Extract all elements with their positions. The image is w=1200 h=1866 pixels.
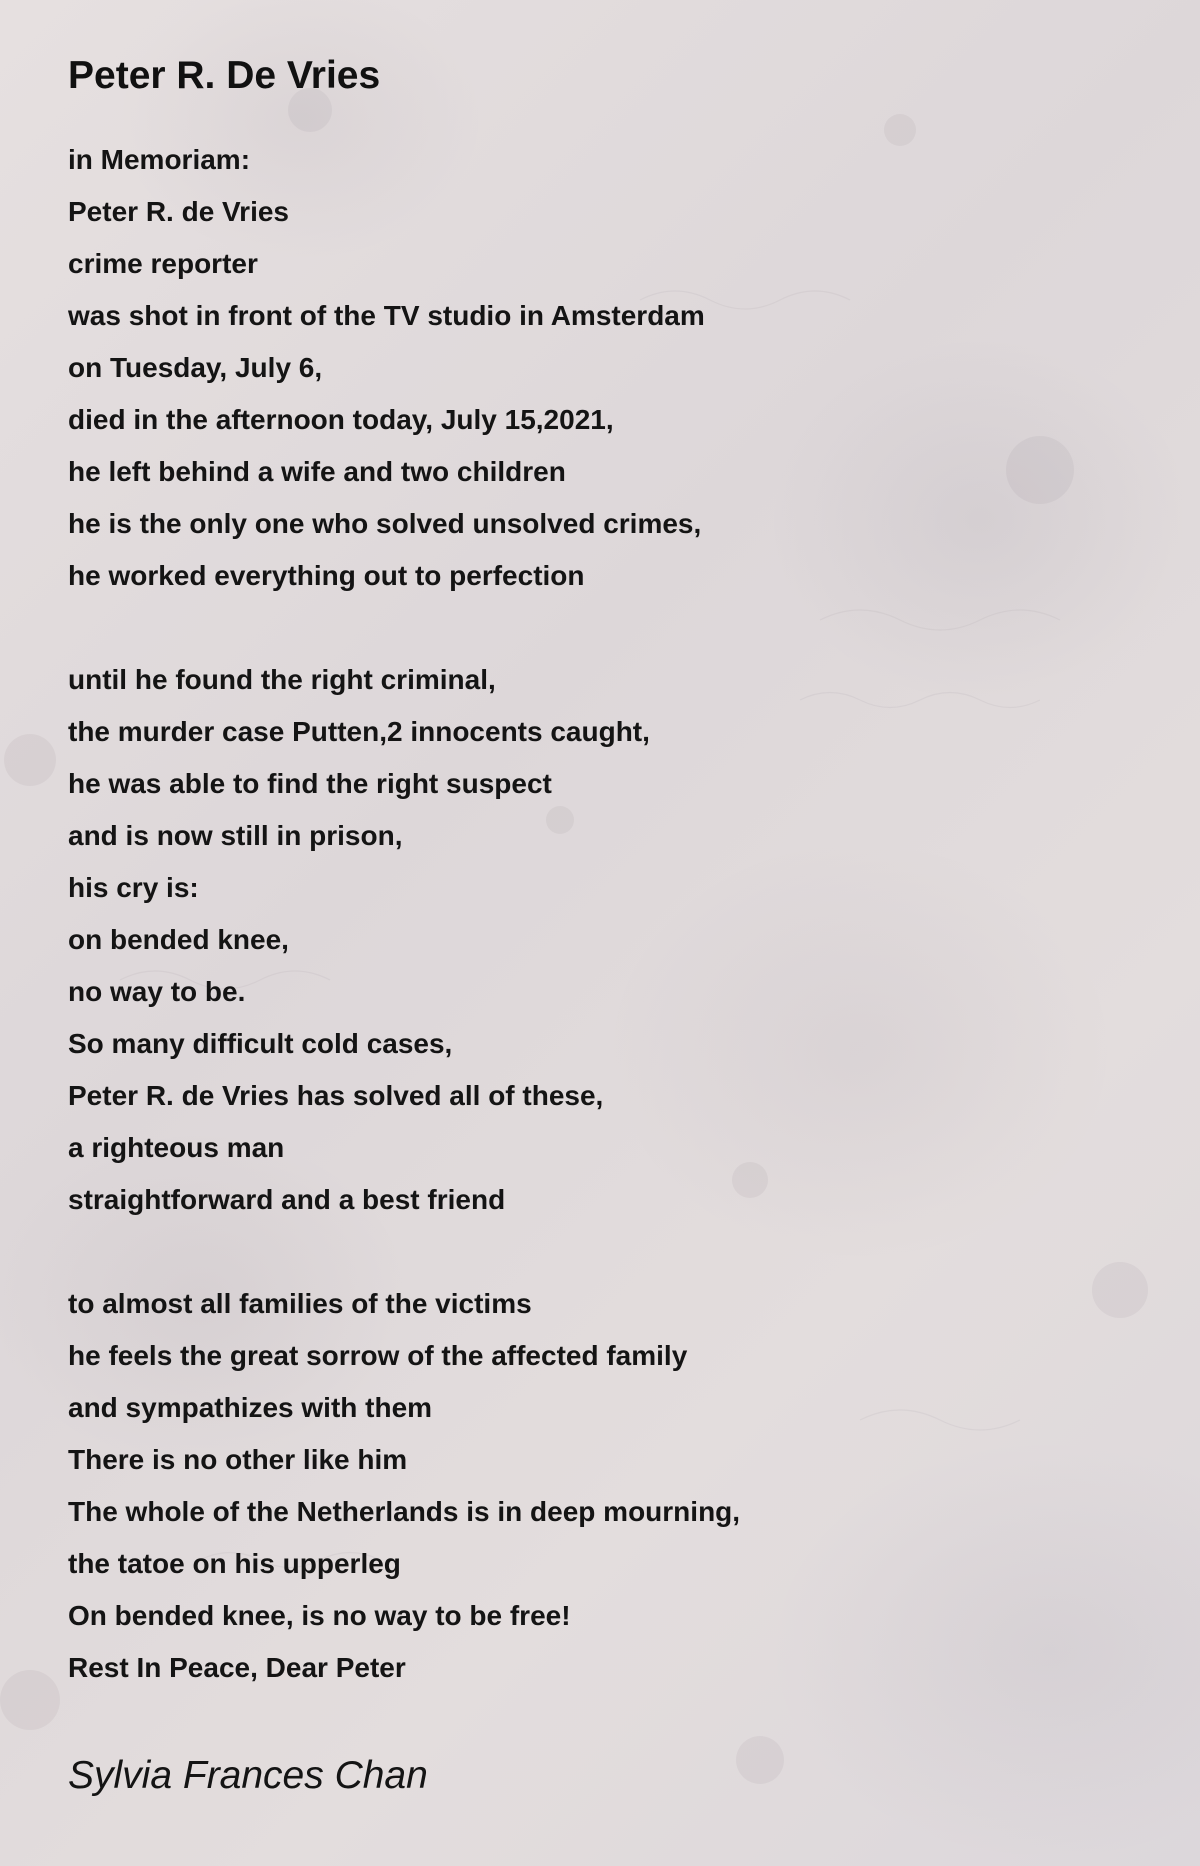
stanza-1 [68, 134, 1128, 602]
poem-line: to almost all families of the victims [68, 1288, 532, 1319]
poem-line: was shot in front of the TV studio in Amsterdam [68, 300, 705, 331]
poem-line: On bended knee, is no way to be free! [68, 1600, 571, 1631]
poem-line: he was able to find the right suspect [68, 768, 552, 799]
poem-line: his cry is: [68, 872, 199, 903]
poem-line: the murder case Putten,2 innocents caught, [68, 716, 650, 747]
poem-line: no way to be. [68, 976, 246, 1007]
poem-line: died in the afternoon today, July 15,2021, [68, 404, 614, 435]
poem-title: Peter R. De Vries [68, 54, 381, 97]
poem-line: a righteous man [68, 1132, 285, 1163]
stanza-2 [68, 654, 1128, 1226]
poem-line: Peter R. de Vries [68, 196, 290, 227]
poem-line: he worked everything out to perfection [68, 560, 585, 591]
poem-line: The whole of the Netherlands is in deep mourning, [68, 1496, 741, 1527]
poem-line: There is no other like him [68, 1444, 408, 1475]
poem-line: and sympathizes with them [68, 1392, 433, 1423]
poem-page [68, 46, 1128, 1806]
poem-line: he left behind a wife and two children [68, 456, 566, 487]
poem-line: Peter R. de Vries has solved all of these, [68, 1080, 604, 1111]
poem-line: until he found the right criminal, [68, 664, 496, 695]
poem-line: So many difficult cold cases, [68, 1028, 453, 1059]
poem-line: in Memoriam: [68, 144, 251, 175]
poem-line: he feels the great sorrow of the affected family [68, 1340, 688, 1371]
poem-line: Rest In Peace, Dear Peter [68, 1652, 406, 1683]
poem-line: the tatoe on his upperleg [68, 1548, 401, 1579]
poem-line: and is now still in prison, [68, 820, 403, 851]
poem-line: he is the only one who solved unsolved crimes, [68, 508, 702, 539]
poem-line: crime reporter [68, 248, 258, 279]
poem-line: straightforward and a best friend [68, 1184, 506, 1215]
poem-line: on Tuesday, July 6, [68, 352, 323, 383]
poem-author: Sylvia Frances Chan [68, 1754, 428, 1797]
poem-line: on bended knee, [68, 924, 289, 955]
stanza-3 [68, 1278, 1128, 1694]
